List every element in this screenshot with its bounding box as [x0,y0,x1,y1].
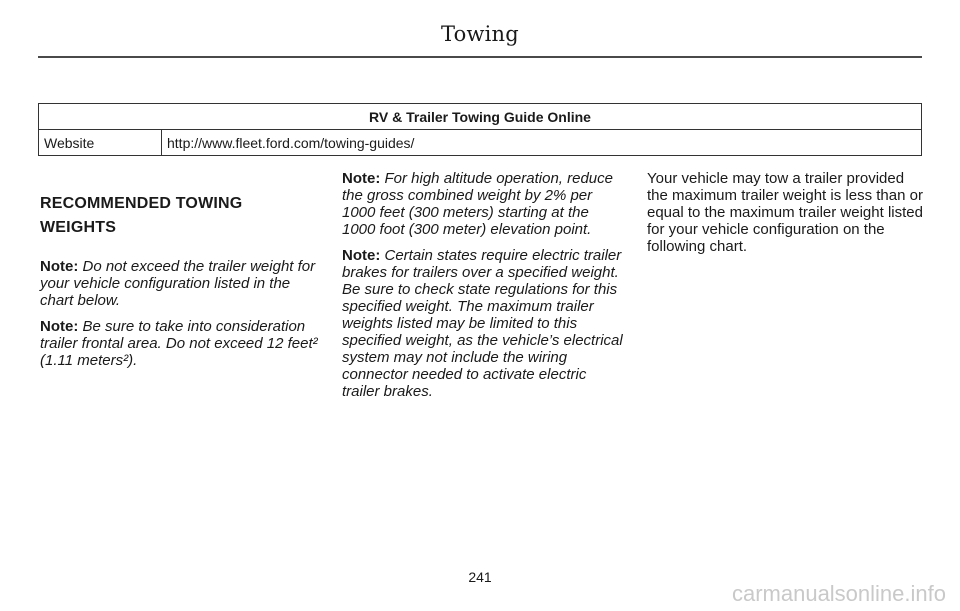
note-label: Note: [40,258,79,275]
towing-paragraph: Your vehicle may tow a trailer provided the maximum trailer weight is less than or equal to the maximum trailer weight listed for your vehicle configuration on the following chart. [647,170,923,255]
note-frontal-area [40,318,320,369]
column-left [40,168,320,378]
watermark-text: carmanualsonline.info [731,581,946,606]
section-heading-line-2: WEIGHTS [40,219,117,236]
note-text: Do not exceed the trailer weight for your vehicle configuration listed in the chart below. [40,258,316,309]
note-text: Be sure to take into consideration trailer frontal area. Do not exceed 12 feet² (1.11 meters²). [40,318,318,369]
table-header-row [39,104,922,130]
note-text: For high altitude operation, reduce the gross combined weight by 2% per 1000 feet (300 meters) starting at the 1000 foot (300 meter) elevation point. [342,170,613,238]
note-text: Certain states require electric trailer brakes for trailers over a specified weight. Be sure to check state regulations for this specified weight. The maximum trailer weights listed may be limited to this specified weight, as the vehicle’s electrical system may not include the wiring connector needed to activate electric trailer brakes. [342,247,623,400]
header-divider [38,56,922,58]
note-label: Note: [342,170,381,187]
page-header-title: Towing [441,22,519,46]
website-label: Website [39,130,162,156]
website-url: http://www.fleet.ford.com/towing-guides/ [162,130,922,156]
note-label: Note: [40,318,79,335]
section-heading-line-1: RECOMMENDED TOWING [40,195,243,212]
table-row [39,130,922,156]
page-number: 241 [468,569,492,585]
table-title: RV & Trailer Towing Guide Online [39,104,922,130]
note-trailer-weight [40,258,320,309]
note-high-altitude [342,170,624,238]
note-label: Note: [342,247,381,264]
note-electric-brakes [342,247,624,400]
towing-guide-table [38,103,922,156]
column-middle [342,170,624,409]
column-right [647,170,927,255]
section-heading [40,192,320,240]
